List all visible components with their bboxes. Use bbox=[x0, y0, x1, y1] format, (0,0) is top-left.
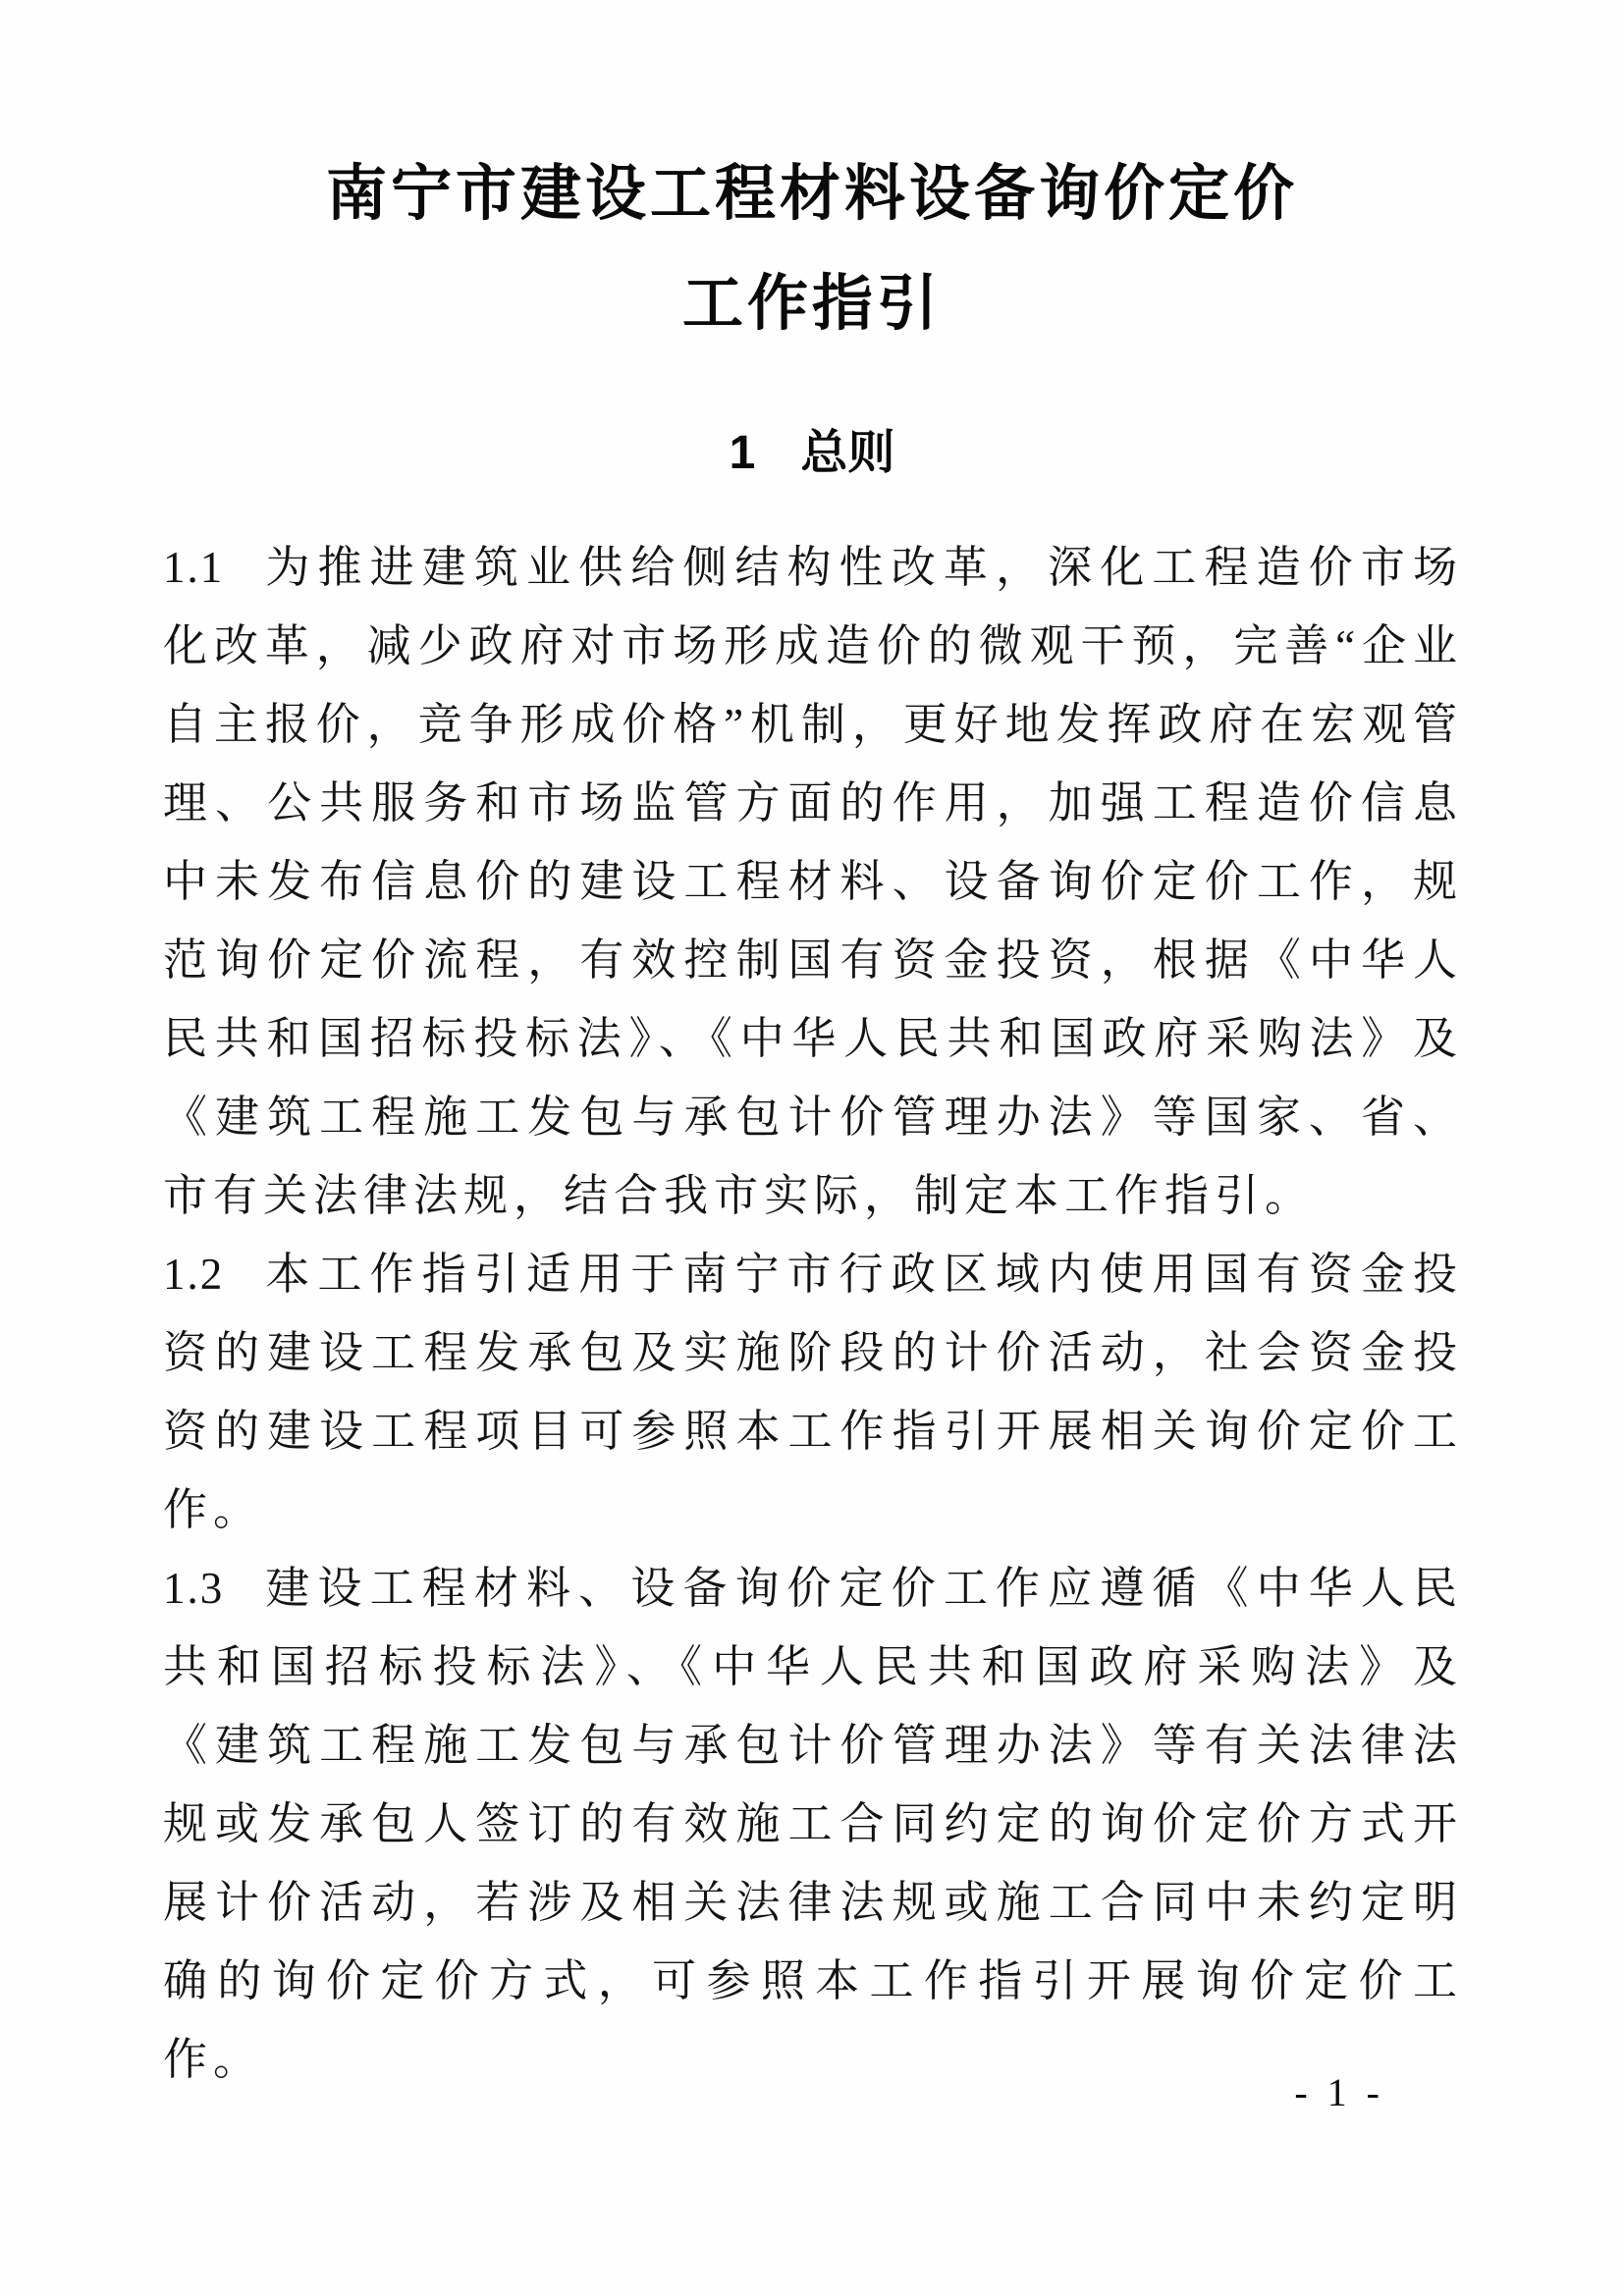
document-body bbox=[163, 528, 1463, 2099]
paragraph-1-3 bbox=[163, 1549, 1463, 2099]
section-number: 1 bbox=[729, 427, 756, 479]
paragraph-1-2 bbox=[163, 1235, 1463, 1549]
paragraph-1-1-number: 1.1 bbox=[163, 543, 225, 592]
paragraph-1-3-text: 建设工程材料、设备询价定价工作应遵循《中华人民共和国招标投标法》、《中华人民共和国政府采购法》及《建筑工程施工发包与承包计价管理办法》等有关法律法规或发承包人签订的有效施工合同约定的询价定价方式开展计价活动，若涉及相关法律法规或施工合同中未约定明确的询价定价方式，可参照本工作指引开展询价定价工作。 bbox=[163, 1564, 1463, 2084]
document-title-line-2: 工作指引 bbox=[681, 270, 942, 338]
paragraph-1-2-number: 1.2 bbox=[163, 1250, 225, 1299]
paragraph-1-1-text: 为推进建筑业供给侧结构性改革，深化工程造价市场化改革，减少政府对市场形成造价的微观干预，完善“企业自主报价，竞争形成价格”机制，更好地发挥政府在宏观管理、公共服务和市场监管方面的作用，加强工程造价信息中未发布信息价的建设工程材料、设备询价定价工作，规范询价定价流程，有效控制国有资金投资，根据《中华人民共和国招标投标法》、《中华人民共和国政府采购法》及《建筑工程施工发包与承包计价管理办法》等国家、省、市有关法律法规，结合我市实际，制定本工作指引。 bbox=[163, 543, 1463, 1220]
paragraph-1-1 bbox=[163, 528, 1463, 1235]
document-title bbox=[0, 0, 1624, 359]
page-number: - 1 - bbox=[1294, 2070, 1384, 2114]
section-heading bbox=[0, 416, 1624, 491]
document-title-line-1: 南宁市建设工程材料设备询价定价 bbox=[325, 160, 1298, 228]
section-title: 总则 bbox=[800, 427, 895, 479]
paragraph-1-3-number: 1.3 bbox=[163, 1564, 225, 1613]
paragraph-1-2-text: 本工作指引适用于南宁市行政区域内使用国有资金投资的建设工程发承包及实施阶段的计价活动，社会资金投资的建设工程项目可参照本工作指引开展相关询价定价工作。 bbox=[163, 1250, 1463, 1534]
